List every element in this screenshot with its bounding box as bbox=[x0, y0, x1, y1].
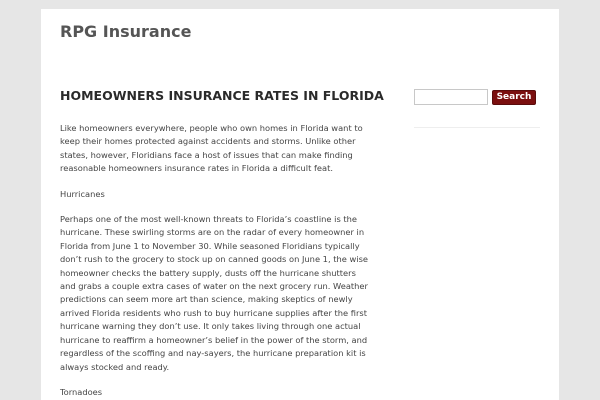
article-subheading-tornadoes: Tornadoes bbox=[60, 386, 103, 397]
article-subheading-hurricanes: Hurricanes bbox=[60, 188, 105, 199]
sidebar bbox=[414, 89, 540, 128]
site-title[interactable]: RPG Insurance bbox=[60, 22, 192, 41]
article-paragraph-intro: Like homeowners everywhere, people who own homes in Florida want to keep their homes protected against accidents and storms. Unlike other states, however, Floridians face a host of issues that can make finding reasonable homeowners insurance rates in Florida a difficult feat. bbox=[60, 123, 363, 174]
sidebar-divider bbox=[414, 127, 540, 128]
article-title: HOMEOWNERS INSURANCE RATES IN FLORIDA bbox=[60, 88, 384, 103]
article-body bbox=[60, 122, 370, 399]
search-input[interactable] bbox=[414, 89, 488, 105]
main-content bbox=[60, 87, 384, 400]
article-paragraph-hurricanes: Perhaps one of the most well-known threats to Florida’s coastline is the hurricane. These swirling storms are on the radar of every homeowner in Florida from June 1 to November 30. While seasoned Floridians typically don’t rush to the grocery to stock up on canned goods on June 1, the wise homeowner checks the battery supply, dusts off the hurricane shutters and grabs a couple extra cases of water on the next grocery run. Weather predictions can seem more art than science, making skeptics of newly arrived Florida residents who rush to buy hurricane supplies after the first hurricane warning they don’t use. It only takes living through one actual hurricane to reaffirm a homeowner’s belief in the power of the storm, and regardless of the scoffing and nay-sayers, the hurricane preparation kit is always stocked and ready. bbox=[60, 214, 369, 372]
search-form bbox=[414, 89, 540, 105]
page-container bbox=[41, 9, 559, 400]
search-button[interactable]: Search bbox=[492, 90, 536, 105]
